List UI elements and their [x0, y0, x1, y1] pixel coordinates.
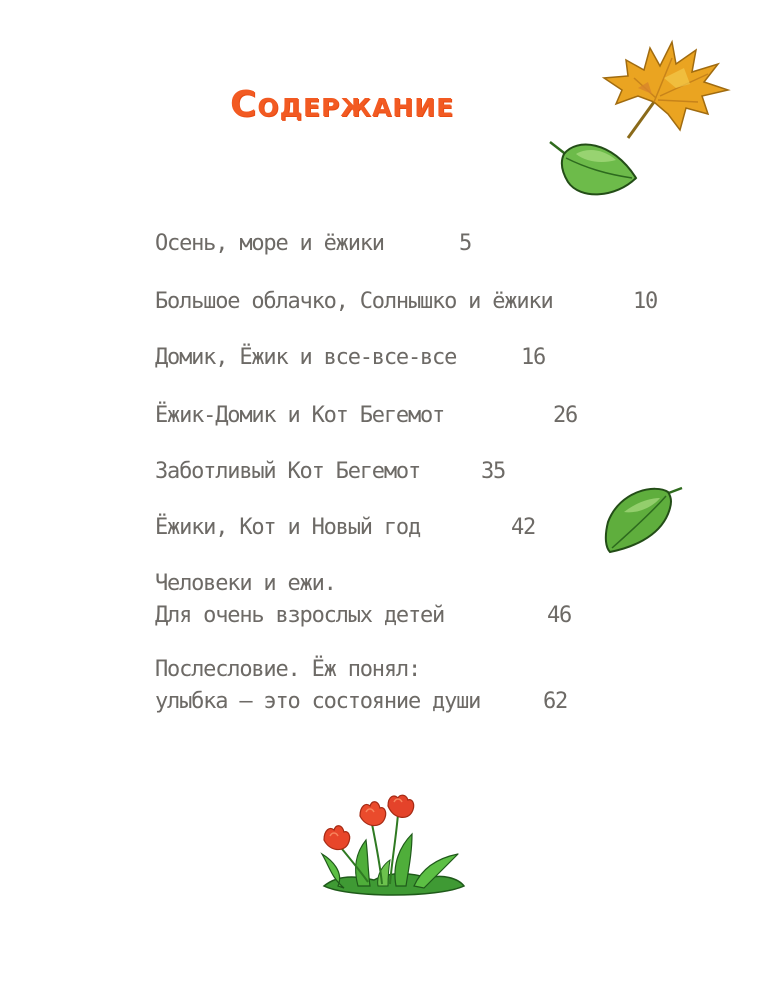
toc-entry-title: [155, 400, 444, 432]
toc-page-number: 62: [543, 689, 568, 714]
toc-entry: [155, 342, 546, 374]
toc-entry-line: Для очень взрослых детей: [155, 603, 445, 628]
toc-entry: [155, 456, 506, 488]
tulip-flowers-icon: [318, 794, 468, 900]
toc-entry-line: Ёжики, Кот и Новый год: [155, 515, 420, 540]
toc-entry-line: Человеки и ежи.: [155, 571, 336, 596]
toc-entry-title: [155, 512, 420, 544]
toc-page-number: 10: [633, 289, 658, 314]
toc-entry-line: Осень, море и ёжики: [155, 231, 384, 256]
toc-entry: [155, 400, 578, 432]
toc-page-number: 5: [459, 231, 472, 256]
toc-entry-line: Домик, Ёжик и все-все-все: [155, 345, 457, 370]
toc-entry-title: [155, 654, 480, 718]
toc-page-number: 42: [511, 515, 536, 540]
toc-entry-title: [155, 228, 384, 260]
toc-entry: [155, 568, 572, 632]
toc-page-number: 35: [481, 459, 506, 484]
toc-entry-title: [155, 342, 456, 374]
toc-entry-line: улыбка – это состояние души: [155, 689, 481, 714]
page-title: Содержание: [230, 84, 455, 125]
toc-entry-title: [155, 568, 444, 632]
maple-leaf-icon: [598, 38, 734, 144]
toc-page-number: 26: [553, 403, 578, 428]
toc-entry: [155, 228, 472, 260]
green-leaf-icon: [600, 482, 686, 556]
toc-entry-line: Заботливый Кот Бегемот: [155, 459, 420, 484]
toc-entry-title: [155, 286, 553, 318]
toc-page-number: 46: [547, 603, 572, 628]
toc-entry: [155, 512, 536, 544]
toc-entry: [155, 654, 568, 718]
toc-page-number: 16: [521, 345, 546, 370]
green-leaf-icon: [546, 134, 642, 204]
toc-entry-line: Ёжик-Домик и Кот Бегемот: [155, 403, 445, 428]
toc-entry: [155, 286, 658, 318]
toc-entry-line: Большое облачко, Солнышко и ёжики: [155, 289, 553, 314]
toc-entry-title: [155, 456, 420, 488]
toc-entry-line: Послесловие. Ёж понял:: [155, 657, 420, 682]
